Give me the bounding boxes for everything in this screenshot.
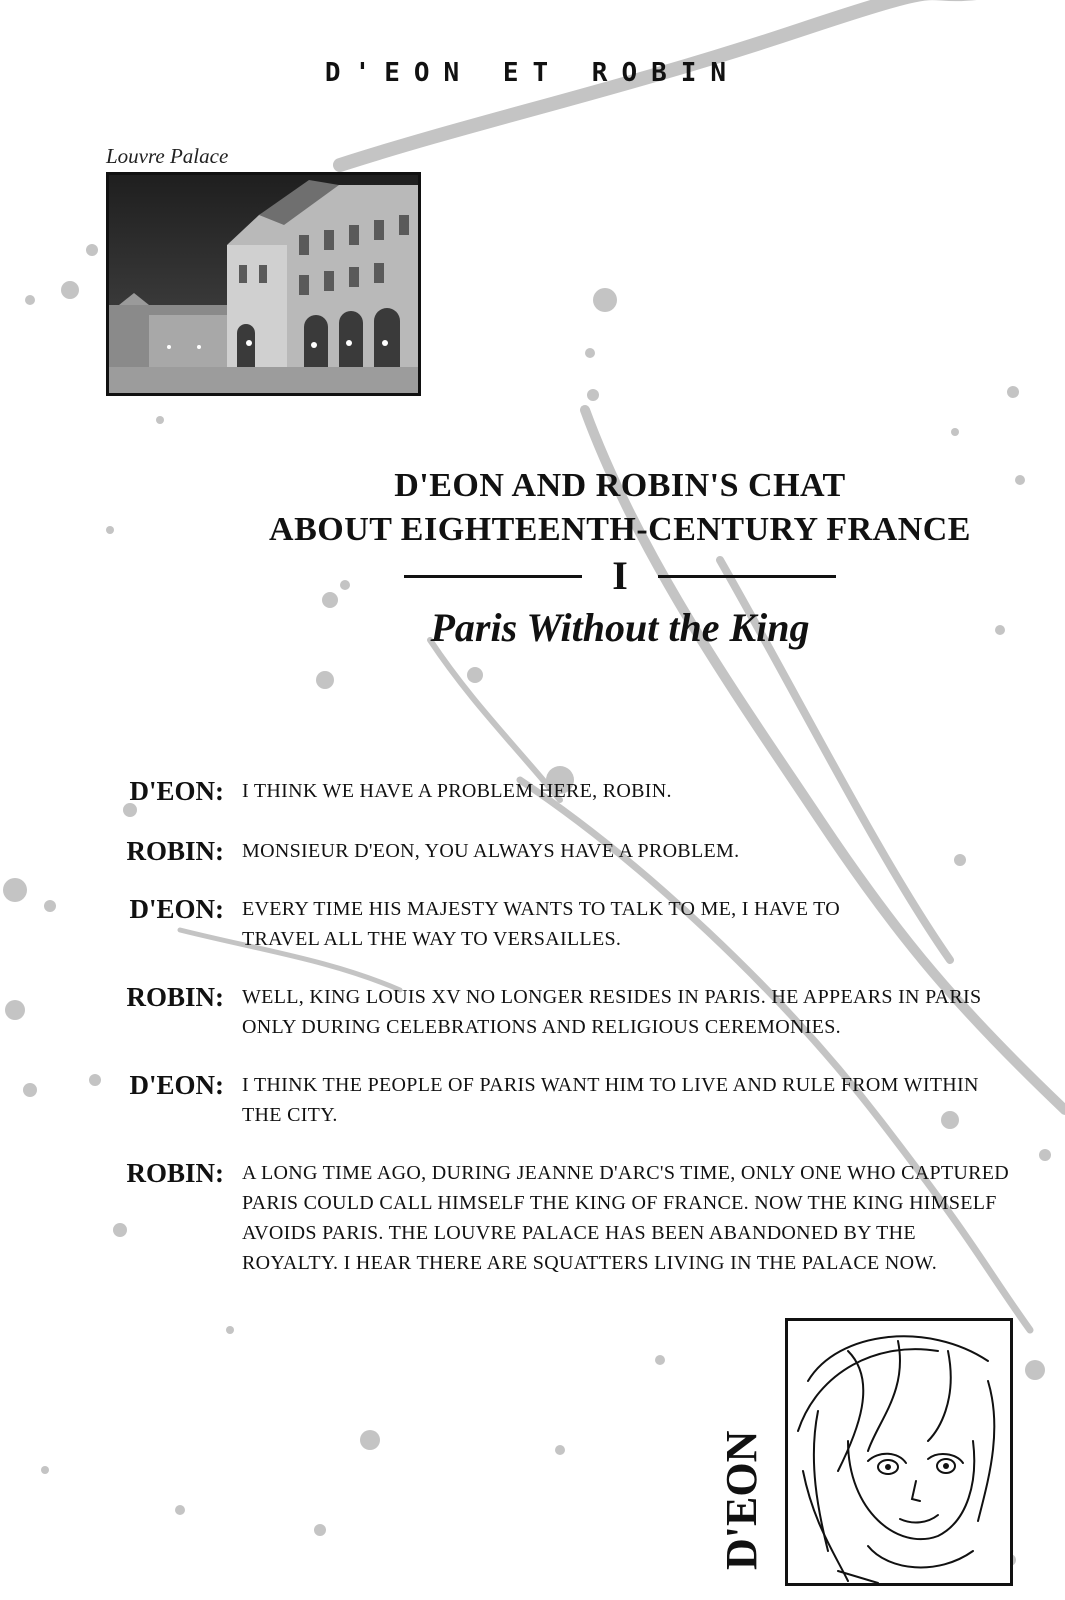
dialogue-line bbox=[100, 1158, 1020, 1278]
dialogue-line bbox=[100, 836, 1020, 866]
speech-text: WELL, KING LOUIS XV NO LONGER RESIDES IN PARIS. HE APPEARS IN PARIS ONLY DURING CELEBRATIONS AND RELIGIOUS CEREMONIES. bbox=[242, 986, 982, 1038]
speech-text: I THINK THE PEOPLE OF PARIS WANT HIM TO LIVE AND RULE FROM WITHIN THE CITY. bbox=[242, 1074, 979, 1126]
title-line-1: D'EON AND ROBIN'S CHAT bbox=[394, 467, 846, 504]
speaker-label: D'EON: bbox=[129, 776, 224, 806]
left-rule bbox=[404, 575, 582, 578]
deon-portrait-illustration bbox=[788, 1321, 1010, 1583]
chapter-title-block bbox=[240, 464, 1000, 652]
photo-caption: Louvre Palace bbox=[106, 144, 229, 168]
deon-portrait bbox=[785, 1318, 1013, 1586]
speech-text: I THINK WE HAVE A PROBLEM HERE, ROBIN. bbox=[242, 780, 672, 802]
dialogue-line bbox=[100, 894, 1020, 954]
dialogue-line bbox=[100, 1070, 1020, 1130]
speech-text: EVERY TIME HIS MAJESTY WANTS TO TALK TO ME, I HAVE TO TRAVEL ALL THE WAY TO VERSAILLES. bbox=[242, 898, 841, 950]
speaker-label: D'EON: bbox=[129, 894, 224, 924]
speaker-label: ROBIN: bbox=[126, 982, 224, 1012]
speaker-label: D'EON: bbox=[129, 1070, 224, 1100]
chapter-numeral: I bbox=[612, 553, 628, 598]
page-header: D'EON ET ROBIN bbox=[324, 58, 741, 88]
speaker-label: ROBIN: bbox=[126, 836, 224, 866]
chapter-subtitle: Paris Without the King bbox=[430, 605, 810, 650]
louvre-palace-illustration bbox=[109, 175, 418, 393]
portrait-label: D'EON bbox=[717, 1430, 766, 1570]
speech-text: MONSIEUR D'EON, YOU ALWAYS HAVE A PROBLEM. bbox=[242, 840, 740, 862]
right-rule bbox=[658, 575, 836, 578]
speaker-label: ROBIN: bbox=[126, 1158, 224, 1188]
dialogue-list bbox=[100, 776, 1020, 1278]
louvre-palace-photo bbox=[106, 172, 421, 396]
title-line-2: ABOUT EIGHTEENTH-CENTURY FRANCE bbox=[269, 511, 971, 548]
speech-text: A LONG TIME AGO, DURING JEANNE D'ARC'S TIME, ONLY ONE WHO CAPTURED PARIS COULD CALL HIMSELF THE KING OF FRANCE. NOW THE KING HIMSELF AVOIDS PARIS. THE LOUVRE PALACE HAS BEEN ABANDONED BY THE ROYALTY. I HEAR THERE ARE SQUATTERS LIVING IN THE PALACE NOW. bbox=[242, 1162, 1010, 1274]
dialogue-line bbox=[100, 982, 1020, 1042]
chapter-numeral-row bbox=[240, 552, 1000, 600]
dialogue-line bbox=[100, 776, 1020, 806]
